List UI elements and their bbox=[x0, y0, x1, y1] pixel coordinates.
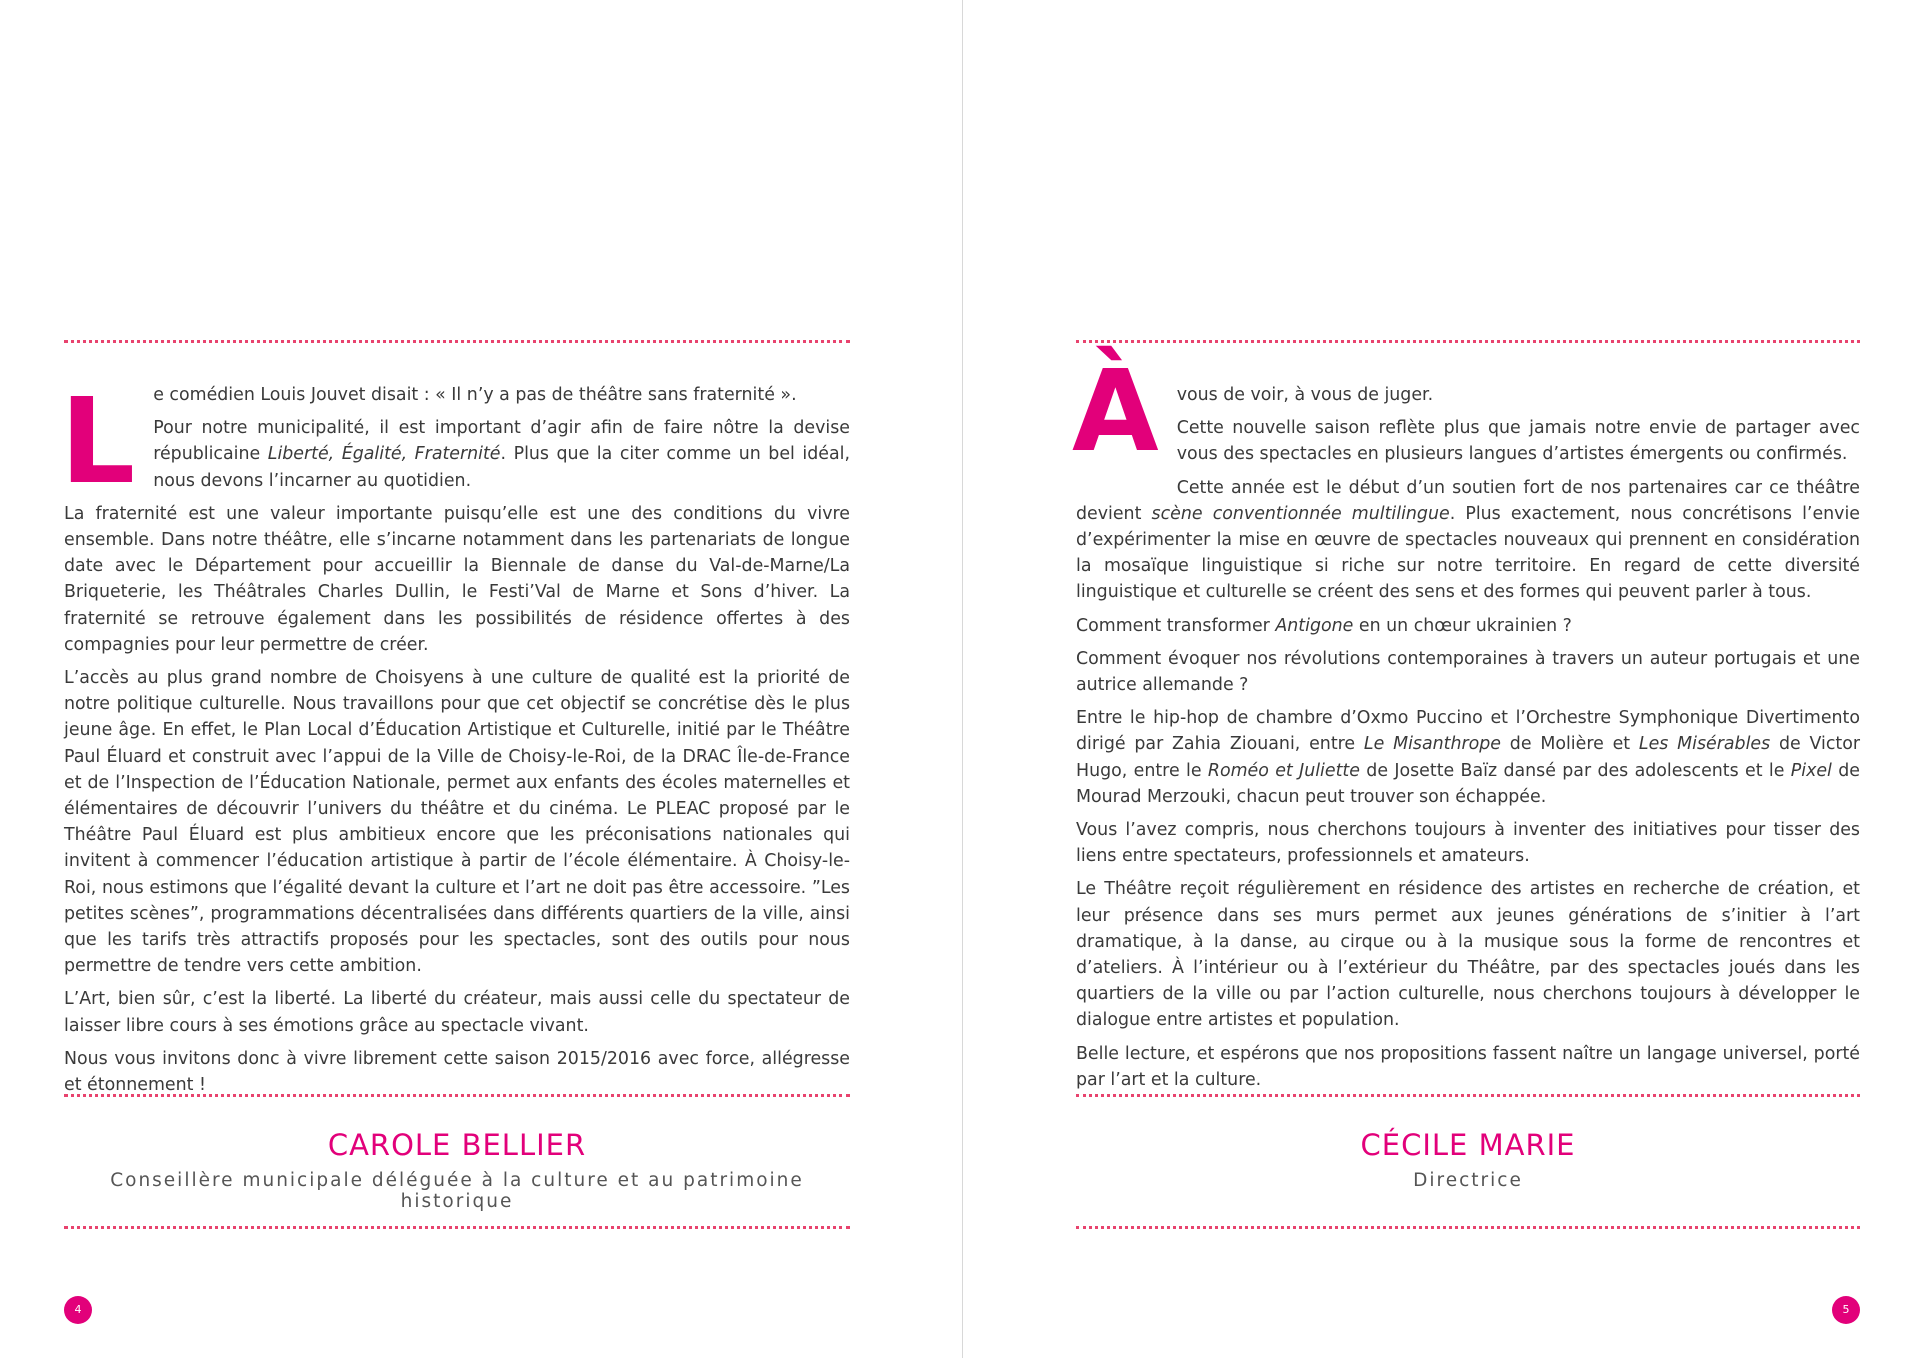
page-number: 4 bbox=[64, 1296, 92, 1324]
editorial-text-right bbox=[1072, 347, 1860, 1100]
signature-role: Directrice bbox=[1413, 1170, 1523, 1191]
paragraph: vous de voir, à vous de juger. bbox=[1176, 385, 1434, 405]
paragraph: Belle lecture, et espérons que nos propositions fassent naître un langage universel, porté par l’art et la culture. bbox=[1076, 1043, 1860, 1090]
paragraph: Pour notre municipalité, il est important d’agir afin de faire nôtre la devise républicaine Liberté, Égalité, Fraternité. Plus que la citer comme un bel idéal, nous devons l’incarner au quotidien. bbox=[153, 418, 850, 491]
paragraph: L’accès au plus grand nombre de Choisyens à une culture de qualité est la priorité de notre politique culturelle. Nous travaillons pour que cet objectif se concrétise dès le plus jeune âge. En effet, le Plan Local d’Éducation Artistique et Culturelle, initié par le Théâtre Paul Éluard et construit avec l’appui de la Ville de Choisy-le-Roi, de la DRAC Île-de-France et de l’Inspection de l’Éducation Nationale, permet aux enfants des écoles maternelles et élémentaires de découvrir l’univers du théâtre et du cinéma. Le PLEAC proposé par le Théâtre Paul Éluard est plus ambitieux encore que les préconisations nationales qui invitent à commencer l’éducation artistique à partir de l’école élémentaire. À Choisy-le-Roi, nous estimons que l’égalité devant la culture et l’art ne doit pas être accessoire. ”Les petites scènes”, programmations décentralisées dans différents quartiers de la ville, ainsi que les tarifs très attractifs proposés pour les spectacles, sont des outils pour nous permettre de tendre vers cette ambition. bbox=[64, 668, 850, 977]
signature-top-rule bbox=[64, 1094, 850, 1097]
paragraph: Nous vous invitons donc à vivre librement cette saison 2015/2016 avec force, allégresse et étonnement ! bbox=[64, 1048, 850, 1096]
paragraph: e comédien Louis Jouvet disait : « Il n’y a pas de théâtre sans fraternité ». bbox=[153, 385, 797, 405]
paragraph: La fraternité est une valeur importante puisqu’elle est une des conditions du vivre ensemble. Dans notre théâtre, elle s’incarne notamment dans les partenariats de longue date avec le Département pour accueillir la Biennale de danse du Val-de-Marne/La Briqueterie, les Théâtrales Charles Dullin, le Festi’Val de Marne et Sons d’hiver. La fraternité se retrouve également dans les possibilités de résidence offertes à des compagnies pour leur permettre de créer. bbox=[64, 503, 850, 655]
paragraph: Le Théâtre reçoit régulièrement en résidence des artistes en recherche de création, et leur présence dans ses murs permet aux jeunes générations de s’initier à l’art dramatique, à la danse, au cirque ou à la musique sous la forme de rencontres et d’ateliers. À l’intérieur ou à l’extérieur du Théâtre, par des spectacles joués dans les quartiers de la ville ou par l’action culturelle, nous cherchons toujours à développer le dialogue entre artistes et population. bbox=[1076, 879, 1860, 1031]
paragraph: Entre le hip-hop de chambre d’Oxmo Puccino et l’Orchestre Symphonique Divertimento dirigé par Zahia Ziouani, entre Le Misanthrope de Molière et Les Misérables de Victor Hugo, entre le Roméo et Juliette de Josette Baïz dansé par des adolescents et le Pixel de Mourad Merzouki, chacun peut trouver son échappée. bbox=[1076, 708, 1860, 807]
signature-bottom-rule bbox=[64, 1226, 850, 1229]
signature-bottom-rule bbox=[1076, 1226, 1860, 1229]
paragraph: Comment transformer Antigone en un chœur ukrainien ? bbox=[1076, 615, 1572, 636]
paragraph: Comment évoquer nos révolutions contemporaines à travers un auteur portugais et une autrice allemande ? bbox=[1076, 648, 1860, 696]
paragraph: Vous l’avez compris, nous cherchons toujours à inventer des initiatives pour tisser des liens entre spectateurs, professionnels et amateurs. bbox=[1076, 820, 1860, 867]
editorial-text-left bbox=[60, 382, 850, 1105]
page-number: 5 bbox=[1832, 1296, 1860, 1324]
drop-cap-letter: L bbox=[60, 388, 136, 484]
right-page bbox=[960, 0, 1920, 1358]
signature-top-rule bbox=[1076, 1094, 1860, 1097]
top-dotted-rule bbox=[64, 340, 850, 343]
top-dotted-rule bbox=[1076, 340, 1860, 343]
signature-role: Conseillère municipale déléguée à la culture et au patrimoine historique bbox=[110, 1170, 804, 1212]
signature-name: CAROLE BELLIER bbox=[327, 1128, 587, 1162]
drop-cap-letter: À bbox=[1072, 347, 1159, 477]
paragraph: L’Art, bien sûr, c’est la liberté. La liberté du créateur, mais aussi celle du spectateur de laisser libre cours à ses émotions grâce au spectacle vivant. bbox=[64, 989, 850, 1036]
paragraph: Cette nouvelle saison reflète plus que jamais notre envie de partager avec vous des spectacles en plusieurs langues d’artistes émergents ou confirmés. bbox=[1176, 418, 1860, 465]
paragraph: Cette année est le début d’un soutien fort de nos partenaires car ce théâtre devient scène conventionnée multilingue. Plus exactement, nous concrétisons l’envie d’expérimenter la mise en œuvre de spectacles nouveaux qui prennent en considération la mosaïque linguistique si riche sur notre territoire. En regard de cette diversité linguistique et culturelle se créent des sens et des formes qui peuvent parler à tous. bbox=[1076, 477, 1860, 603]
signature-name: CÉCILE MARIE bbox=[1360, 1128, 1576, 1162]
